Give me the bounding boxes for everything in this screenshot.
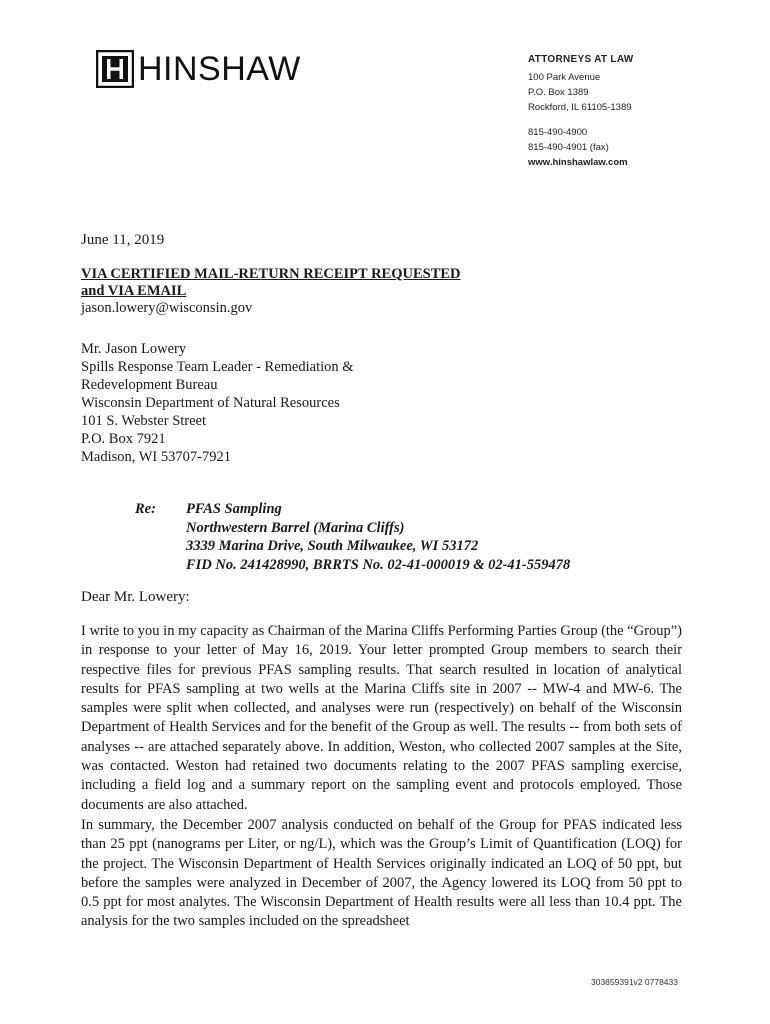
recipient-line: P.O. Box 7921	[81, 431, 166, 447]
letterhead-contact	[528, 52, 634, 170]
subject-line: FID No. 241428990, BRRTS No. 02-41-000019 & 02-41-559478	[186, 556, 571, 573]
recipient-line: Wisconsin Department of Natural Resources	[81, 395, 340, 411]
hinshaw-logo-icon	[96, 50, 134, 88]
recipient-line: Madison, WI 53707-7921	[81, 449, 231, 465]
recipient-line: Spills Response Team Leader - Remediation &	[81, 359, 354, 375]
phone-number: 815-490-4900	[528, 127, 588, 138]
salutation: Dear Mr. Lowery:	[81, 589, 190, 605]
address-line: P.O. Box 1389	[528, 87, 589, 98]
address-line: Rockford, IL 61105-1389	[528, 102, 632, 113]
subject-label: Re:	[135, 501, 156, 517]
delivery-line: and VIA EMAIL	[81, 283, 187, 299]
letterhead-heading: ATTORNEYS AT LAW	[528, 54, 634, 65]
letter-date: June 11, 2019	[81, 232, 165, 248]
recipient-line: Redevelopment Bureau	[81, 377, 218, 393]
recipient-line: 101 S. Webster Street	[81, 413, 207, 429]
subject-block	[135, 500, 570, 574]
firm-name: HINSHAW	[138, 50, 301, 88]
website-link[interactable]: www.hinshawlaw.com	[528, 157, 628, 168]
recipient-address	[81, 340, 354, 466]
address-line: 100 Park Avenue	[528, 72, 601, 83]
recipient-line: Mr. Jason Lowery	[81, 341, 187, 357]
delivery-method	[81, 266, 461, 317]
subject-line: Northwestern Barrel (Marina Cliffs)	[186, 519, 405, 536]
subject-line: PFAS Sampling	[186, 501, 282, 517]
recipient-email[interactable]: jason.lowery@wisconsin.gov	[81, 300, 253, 316]
delivery-line: VIA CERTIFIED MAIL-RETURN RECEIPT REQUESTED	[81, 266, 461, 282]
fax-number: 815-490-4901 (fax)	[528, 142, 609, 153]
subject-line: 3339 Marina Drive, South Milwaukee, WI 53172	[186, 538, 479, 554]
firm-logo	[96, 50, 301, 88]
body-paragraph: I write to you in my capacity as Chairman of the Marina Cliffs Performing Parties Group (the “Group”) in response to your letter of May 16, 2019. Your letter prompted Group members to search their respective files for previous PFAS sampling results. That search resulted in location of analytical results for PFAS sampling at two wells at the Marina Cliffs site in 2007 -- MW-4 and MW-6. The samples were split when collected, and analyses were run (respectively) on behalf of the Wisconsin Department of Health Services and for the benefit of the Group as well. The results -- from both sets of analyses -- are attached separately above. In addition, Weston, who collected 2007 samples at the Site, was contacted. Weston had retained two documents relating to the 2007 PFAS sampling exercise, including a field log and a summary report on the sampling event and protocols employed. Those documents are also attached.	[81, 623, 682, 813]
body-paragraph: In summary, the December 2007 analysis conducted on behalf of the Group for PFAS indicated less than 25 ppt (nanograms per Liter, or ng/L), which was the Group’s Limit of Quantification (LOQ) for the project. The Wisconsin Department of Health Services originally indicated an LOQ of 50 ppt, but before the samples were analyzed in December of 2007, the Agency lowered its LOQ from 50 ppt to 0.5 ppt for most analytes. The Wisconsin Department of Health results were all less than 10.4 ppt. The analysis for the two samples included on the spreadsheet	[81, 817, 682, 930]
document-id: 303859391v2 0778433	[591, 977, 678, 987]
